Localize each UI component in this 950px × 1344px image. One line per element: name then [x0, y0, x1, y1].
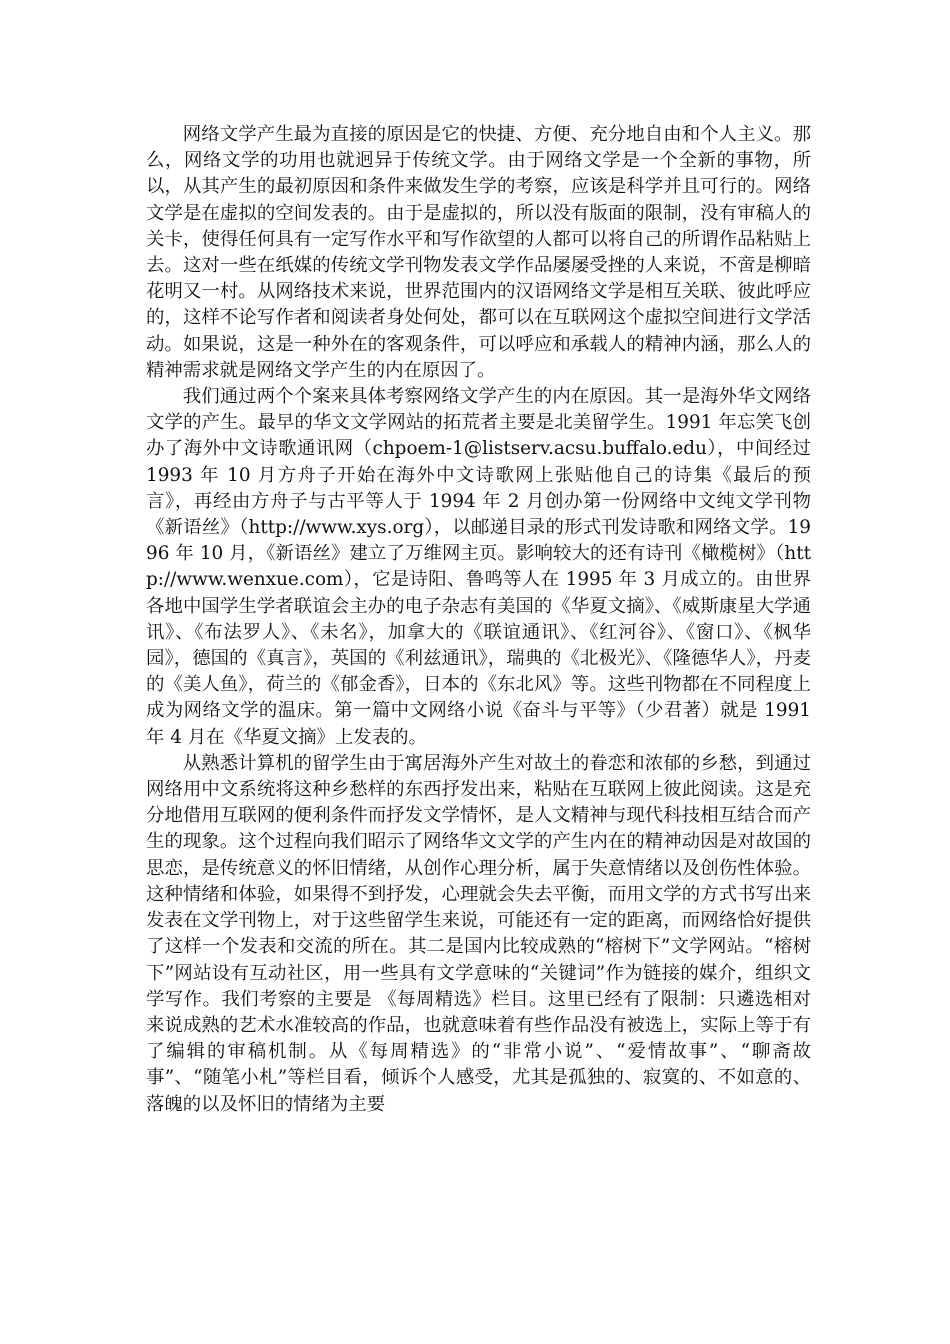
paragraph-2: 我们通过两个个案来具体考察网络文学产生的内在原因。其一是海外华文网络文学的产生。最早的华文文学网站的拓荒者主要是北美留学生。1991 年忘笑飞创办了海外中文诗歌通讯网（chpoem-1@listserv.acsu.buffalo.edu），中间经过 1993 年 10 月方舟子开始在海外中文诗歌网上张贴他自己的诗集《最后的预言》，再经由方舟子与古平等人于 1994 年 2 月创办第一份网络中文纯文学刊物《新语丝》（http://www.xys.org），以邮递目录的形式刊发诗歌和网络文学。1996 年 10 月，《新语丝》建立了万维网主页。影响较大的还有诗刊《橄榄树》（http://www.wenxue.com），它是诗阳、鲁鸣等人在 1995 年 3 月成立的。由世界各地中国学生学者联谊会主办的电子杂志有美国的《华夏文摘》、《威斯康星大学通讯》、《布法罗人》、《未名》，加拿大的《联谊通讯》、《红河谷》、《窗口》、《枫华园》，德国的《真言》，英国的《利兹通讯》，瑞典的《北极光》、《隆德华人》，丹麦的《美人鱼》，荷兰的《郁金香》，日本的《东北风》等。这些刊物都在不同程度上成为网络文学的温床。第一篇中文网络小说《奋斗与平等》（少君著）就是 1991 年 4 月在《华夏文摘》上发表的。	[146, 386, 811, 748]
paragraph-1: 网络文学产生最为直接的原因是它的快捷、方便、充分地自由和个人主义。那么，网络文学的功用也就迥异于传统文学。由于网络文学是一个全新的事物，所以，从其产生的最初原因和条件来做发生学的考察，应该是科学并且可行的。网络文学是在虚拟的空间发表的。由于是虚拟的，所以没有版面的限制，没有审稿人的关卡，使得任何具有一定写作水平和写作欲望的人都可以将自己的所谓作品粘贴上去。这对一些在纸媒的传统文学刊物发表文学作品屡屡受挫的人来说，不啻是柳暗花明又一村。从网络技术来说，世界范围内的汉语网络文学是相互关联、彼此呼应的，这样不论写作者和阅读者身处何处，都可以在互联网这个虚拟空间进行文学活动。如果说，这是一种外在的客观条件，可以呼应和承载人的精神内涵，那么人的精神需求就是网络文学产生的内在原因了。	[146, 124, 811, 381]
document-page	[146, 122, 811, 1118]
paragraph-3: 从熟悉计算机的留学生由于寓居海外产生对故土的眷恋和浓郁的乡愁，到通过网络用中文系统将这种乡愁样的东西抒发出来，粘贴在互联网上彼此阅读。这是充分地借用互联网的便利条件而抒发文学情怀，是人文精神与现代科技相互结合而产生的现象。这个过程向我们昭示了网络华文文学的产生内在的精神动因是对故国的思恋，是传统意义的怀旧情绪，从创作心理分析，属于失意情绪以及创伤性体验。这种情绪和体验，如果得不到抒发，心理就会失去平衡，而用文学的方式书写出来发表在文学刊物上，对于这些留学生来说，可能还有一定的距离，而网络恰好提供了这样一个发表和交流的所在。其二是国内比较成熟的“榕树下”文学网站。“榕树下”网站设有互动社区，用一些具有文学意味的“关键词”作为链接的媒介，组织文学写作。我们考察的主要是 《每周精选》栏目。这里已经有了限制：只遴选相对来说成熟的艺术水准较高的作品，也就意味着有些作品没有被选上，实际上等于有了编辑的审稿机制。从《每周精选》的“非常小说”、“爱情故事”、“聊斋故事”、“随笔小札”等栏目看，倾诉个人感受，尤其是孤独的、寂寞的、不如意的、落魄的以及怀旧的情绪为主要	[146, 752, 811, 1115]
